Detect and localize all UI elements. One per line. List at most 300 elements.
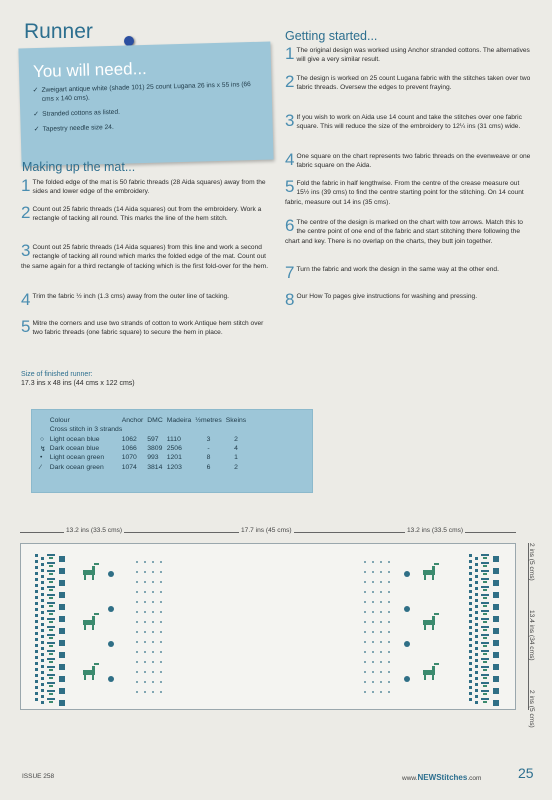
border-stitch xyxy=(35,692,38,695)
reindeer-motif xyxy=(84,675,86,680)
band-stitch xyxy=(481,602,489,604)
reindeer-motif xyxy=(94,563,99,565)
reindeer-motif xyxy=(432,575,434,580)
border-stitch xyxy=(35,674,38,677)
border-stitch xyxy=(41,695,44,698)
star-motif xyxy=(108,676,114,682)
stitch-dot xyxy=(144,651,146,653)
band-stitch xyxy=(49,701,53,703)
stitch-dot xyxy=(380,591,382,593)
stitch-dot xyxy=(364,591,366,593)
stitch-dot xyxy=(372,621,374,623)
dim-mid-label: 13.4 ins (34 cms) xyxy=(528,610,535,661)
stitch-dot xyxy=(372,661,374,663)
stitch-dot xyxy=(144,661,146,663)
border-stitch xyxy=(35,632,38,635)
diamond-stitch xyxy=(493,628,499,634)
stitch-dot xyxy=(136,651,138,653)
stitch-dot xyxy=(372,611,374,613)
stitch-dot xyxy=(364,621,366,623)
border-stitch xyxy=(35,650,38,653)
band-stitch xyxy=(483,613,487,615)
diamond-stitch xyxy=(493,676,499,682)
border-stitch xyxy=(475,623,478,626)
dim-middle-label: 17.7 ins (45 cms) xyxy=(241,527,292,534)
border-stitch xyxy=(41,581,44,584)
stitch-dot xyxy=(388,591,390,593)
band-stitch xyxy=(47,610,55,612)
diamond-stitch xyxy=(493,640,499,646)
diamond-stitch xyxy=(59,556,65,562)
border-stitch xyxy=(41,599,44,602)
stitch-dot xyxy=(152,661,154,663)
reindeer-motif xyxy=(434,663,439,665)
border-stitch xyxy=(469,584,472,587)
band-stitch xyxy=(483,589,487,591)
band-stitch xyxy=(49,653,53,655)
band-stitch xyxy=(481,554,489,556)
stitch-dot xyxy=(364,691,366,693)
stitch-dot xyxy=(380,571,382,573)
started-step-1: 1 The original design was worked using Anchor stranded cottons. The alternatives will give a very similar result. xyxy=(285,44,530,64)
stitch-dot xyxy=(152,611,154,613)
stitch-dot xyxy=(372,601,374,603)
band-stitch xyxy=(481,698,489,700)
diamond-stitch xyxy=(493,652,499,658)
stitch-symbol-icon: ↯ xyxy=(40,445,46,453)
stitch-dot xyxy=(152,561,154,563)
border-stitch xyxy=(469,560,472,563)
key-header-row xyxy=(40,416,250,425)
diamond-stitch xyxy=(59,676,65,682)
band-stitch xyxy=(47,562,55,564)
stitch-dot xyxy=(364,581,366,583)
band-stitch xyxy=(47,570,55,572)
border-stitch xyxy=(35,668,38,671)
band-stitch xyxy=(483,621,487,623)
stitch-dot xyxy=(152,671,154,673)
stitch-dot xyxy=(380,681,382,683)
started-step-4: 4 One square on the chart represents two fabric threads on the evenweave or one fabric square on the Aida. xyxy=(285,150,531,170)
border-stitch xyxy=(35,644,38,647)
stitch-dot xyxy=(152,621,154,623)
stitch-dot xyxy=(380,581,382,583)
stitch-dot xyxy=(380,601,382,603)
stitch-dot xyxy=(364,661,366,663)
need-item: ✓ Zweigart antique white (shade 101) 25 count Lugana 26 ins x 55 ins (66 cms x 140 cms). xyxy=(33,80,257,104)
diamond-stitch xyxy=(493,664,499,670)
key-col-colour: Colour xyxy=(49,417,70,425)
stitch-dot xyxy=(388,651,390,653)
stitch-dot xyxy=(388,601,390,603)
border-stitch xyxy=(469,578,472,581)
diamond-stitch xyxy=(59,568,65,574)
reindeer-motif xyxy=(84,575,86,580)
band-stitch xyxy=(49,645,53,647)
stitch-dot xyxy=(388,641,390,643)
need-item: ✓ Stranded cottons as listed. xyxy=(34,104,258,119)
reindeer-motif xyxy=(432,675,434,680)
reindeer-motif xyxy=(432,616,435,621)
band-stitch xyxy=(481,674,489,676)
dim-right-label: 13.2 ins (33.5 cms) xyxy=(407,527,464,534)
reindeer-motif xyxy=(92,675,94,680)
border-stitch xyxy=(475,611,478,614)
band-stitch xyxy=(483,645,487,647)
border-stitch xyxy=(469,644,472,647)
band-stitch xyxy=(481,610,489,612)
band-stitch xyxy=(49,661,53,663)
key-row: ○ Light ocean blue 1062 597 1110 3 2 xyxy=(40,435,238,443)
band-stitch xyxy=(49,573,53,575)
band-stitch xyxy=(49,589,53,591)
band-stitch xyxy=(481,642,489,644)
border-stitch xyxy=(469,554,472,557)
band-stitch xyxy=(49,557,53,559)
border-stitch xyxy=(469,656,472,659)
band-stitch xyxy=(47,658,55,660)
stitch-dot xyxy=(160,691,162,693)
diamond-stitch xyxy=(493,592,499,598)
border-stitch xyxy=(41,701,44,704)
stitch-dot xyxy=(380,631,382,633)
stitch-dot xyxy=(136,681,138,683)
diamond-stitch xyxy=(59,640,65,646)
stitch-dot xyxy=(364,561,366,563)
star-motif xyxy=(404,606,410,612)
border-stitch xyxy=(41,557,44,560)
stitch-dot xyxy=(136,571,138,573)
stitch-dot xyxy=(160,561,162,563)
diamond-stitch xyxy=(493,688,499,694)
key-subheading: Cross stitch in 3 strands xyxy=(49,426,123,434)
band-stitch xyxy=(47,554,55,556)
reindeer-motif xyxy=(92,575,94,580)
border-stitch xyxy=(469,680,472,683)
band-stitch xyxy=(47,690,55,692)
band-stitch xyxy=(483,605,487,607)
stitch-dot xyxy=(152,581,154,583)
key-col-dmc: DMC xyxy=(147,417,163,425)
key-row: ⁄ Dark ocean green 1074 3814 1203 6 2 xyxy=(40,463,238,471)
stitch-symbol-icon: ○ xyxy=(40,435,45,443)
key-col-anchor: Anchor xyxy=(121,417,144,425)
band-stitch xyxy=(481,650,489,652)
band-stitch xyxy=(483,581,487,583)
border-stitch xyxy=(475,635,478,638)
diamond-stitch xyxy=(493,568,499,574)
border-stitch xyxy=(469,632,472,635)
making-step-2: 2 Count out 25 fabric threads (14 Aida squares) out from the embroidery. Work a rectangle of tacking all round. This marks the line of the hem stitch. xyxy=(21,203,262,223)
band-stitch xyxy=(49,669,53,671)
stitch-dot xyxy=(380,561,382,563)
border-stitch xyxy=(475,641,478,644)
reindeer-motif xyxy=(432,666,435,671)
band-stitch xyxy=(483,653,487,655)
band-stitch xyxy=(481,682,489,684)
stitch-dot xyxy=(388,581,390,583)
band-stitch xyxy=(49,613,53,615)
band-stitch xyxy=(483,565,487,567)
border-stitch xyxy=(41,665,44,668)
border-stitch xyxy=(469,668,472,671)
border-stitch xyxy=(41,671,44,674)
stitch-dot xyxy=(136,671,138,673)
reindeer-motif xyxy=(84,625,86,630)
started-step-2: 2 The design is worked on 25 count Lugana fabric with the stitches taken over two fabric threads. Oversew the edges to prevent fraying. xyxy=(285,72,531,92)
making-step-1: 1 The folded edge of the mat is 50 fabric threads (28 Aida squares) away from the sides and lower edge of the embroidery. xyxy=(21,176,266,196)
stitch-dot xyxy=(144,611,146,613)
border-stitch xyxy=(41,647,44,650)
stitch-dot xyxy=(136,641,138,643)
stitch-dot xyxy=(144,671,146,673)
stitch-dot xyxy=(380,691,382,693)
stitch-dot xyxy=(144,571,146,573)
stitch-dot xyxy=(388,691,390,693)
stitch-dot xyxy=(144,631,146,633)
border-stitch xyxy=(475,581,478,584)
border-stitch xyxy=(41,689,44,692)
diamond-stitch xyxy=(493,556,499,562)
stitch-dot xyxy=(380,611,382,613)
dim-bottom-label: 2 ins (5 cms) xyxy=(528,690,535,728)
band-stitch xyxy=(481,594,489,596)
border-stitch xyxy=(475,593,478,596)
border-stitch xyxy=(35,686,38,689)
reindeer-motif xyxy=(424,625,426,630)
border-stitch xyxy=(475,671,478,674)
star-motif xyxy=(108,606,114,612)
diamond-stitch xyxy=(493,616,499,622)
border-stitch xyxy=(469,662,472,665)
diamond-stitch xyxy=(493,580,499,586)
border-stitch xyxy=(469,566,472,569)
border-stitch xyxy=(41,575,44,578)
diamond-stitch xyxy=(493,700,499,706)
started-step-8: 8 Our How To pages give instructions for washing and pressing. xyxy=(285,290,478,309)
border-stitch xyxy=(469,626,472,629)
need-item: ✓ Tapestry needle size 24. xyxy=(35,119,259,134)
border-stitch xyxy=(475,605,478,608)
making-up-heading: Making up the mat... xyxy=(22,160,136,174)
making-step-4: 4 Trim the fabric ½ inch (1.3 cms) away from the outer line of tacking. xyxy=(21,290,230,309)
border-stitch xyxy=(475,599,478,602)
making-step-5: 5 Mitre the corners and use two strands of cotton to work Antique hem stitch over two fabric threads (one fabric square) to secure the hem in place. xyxy=(21,317,264,337)
border-stitch xyxy=(475,563,478,566)
reindeer-motif xyxy=(94,663,99,665)
reindeer-motif xyxy=(434,613,439,615)
stitch-dot xyxy=(144,681,146,683)
star-motif xyxy=(108,571,114,577)
stitch-dot xyxy=(152,691,154,693)
border-stitch xyxy=(35,560,38,563)
stitch-dot xyxy=(380,651,382,653)
band-stitch xyxy=(49,693,53,695)
band-stitch xyxy=(47,618,55,620)
band-stitch xyxy=(47,578,55,580)
started-step-5: 5 Fold the fabric in half lengthwise. From the centre of the crease measure out 15½ ins (39 cms) to find the centre starting point for the stitching. On 14 count fabric, measure out 14 ins (35 cms). xyxy=(285,177,524,206)
stitch-dot xyxy=(144,691,146,693)
border-stitch xyxy=(475,617,478,620)
stitch-dot xyxy=(144,641,146,643)
border-stitch xyxy=(41,629,44,632)
stitch-dot xyxy=(136,661,138,663)
reindeer-motif xyxy=(94,613,99,615)
stitch-dot xyxy=(136,611,138,613)
stitch-dot xyxy=(160,661,162,663)
border-stitch xyxy=(41,635,44,638)
border-stitch xyxy=(35,680,38,683)
band-stitch xyxy=(483,597,487,599)
border-stitch xyxy=(475,689,478,692)
band-stitch xyxy=(47,666,55,668)
border-stitch xyxy=(469,620,472,623)
stitch-dot xyxy=(380,671,382,673)
stitch-dot xyxy=(364,571,366,573)
border-stitch xyxy=(469,638,472,641)
band-stitch xyxy=(481,586,489,588)
reindeer-motif xyxy=(424,675,426,680)
stitch-dot xyxy=(372,561,374,563)
border-stitch xyxy=(35,608,38,611)
star-motif xyxy=(404,641,410,647)
band-stitch xyxy=(481,626,489,628)
border-stitch xyxy=(35,590,38,593)
stitch-dot xyxy=(160,651,162,653)
diamond-stitch xyxy=(59,688,65,694)
band-stitch xyxy=(483,557,487,559)
stitch-dot xyxy=(160,621,162,623)
stitch-dot xyxy=(388,571,390,573)
stitch-dot xyxy=(388,661,390,663)
border-stitch xyxy=(475,665,478,668)
border-stitch xyxy=(469,572,472,575)
border-stitch xyxy=(35,626,38,629)
dim-left-label: 13.2 ins (33.5 cms) xyxy=(66,527,123,534)
stitch-dot xyxy=(372,641,374,643)
diamond-stitch xyxy=(59,652,65,658)
page-number: 25 xyxy=(518,765,534,781)
border-stitch xyxy=(35,596,38,599)
band-stitch xyxy=(47,602,55,604)
stitch-dot xyxy=(372,651,374,653)
diamond-stitch xyxy=(59,628,65,634)
stitch-dot xyxy=(160,601,162,603)
band-stitch xyxy=(49,597,53,599)
border-stitch xyxy=(475,677,478,680)
band-stitch xyxy=(483,637,487,639)
band-stitch xyxy=(481,570,489,572)
band-stitch xyxy=(49,677,53,679)
band-stitch xyxy=(47,634,55,636)
band-stitch xyxy=(481,618,489,620)
colour-key-table xyxy=(40,416,250,472)
border-stitch xyxy=(475,575,478,578)
stitch-dot xyxy=(144,561,146,563)
stitch-dot xyxy=(152,641,154,643)
diamond-stitch xyxy=(59,580,65,586)
started-step-6: 6 The centre of the design is marked on the chart with tow arrows. Match this to the centre point of one end of the fabric and start stitching there following the chart and key. There is no overlap on the charts, they butt join together. xyxy=(285,216,523,245)
band-stitch xyxy=(481,658,489,660)
reindeer-motif xyxy=(92,616,95,621)
key-col-skeins: Skeins xyxy=(225,417,247,425)
stitch-dot xyxy=(380,621,382,623)
border-stitch xyxy=(475,569,478,572)
band-stitch xyxy=(483,661,487,663)
band-stitch xyxy=(483,677,487,679)
stitch-dot xyxy=(160,591,162,593)
band-stitch xyxy=(49,581,53,583)
stitch-dot xyxy=(364,601,366,603)
band-stitch xyxy=(483,685,487,687)
stitch-dot xyxy=(152,601,154,603)
stitch-dot xyxy=(160,581,162,583)
reindeer-motif xyxy=(432,625,434,630)
border-stitch xyxy=(469,686,472,689)
size-value: 17.3 ins x 48 ins (44 cms x 122 cms) xyxy=(21,380,135,387)
border-stitch xyxy=(35,566,38,569)
border-stitch xyxy=(475,647,478,650)
stitch-dot xyxy=(372,681,374,683)
border-stitch xyxy=(41,641,44,644)
key-col-madeira: Madeira xyxy=(166,417,192,425)
stitch-dot xyxy=(364,631,366,633)
border-stitch xyxy=(475,701,478,704)
border-stitch xyxy=(475,695,478,698)
diamond-stitch xyxy=(59,604,65,610)
band-stitch xyxy=(483,693,487,695)
dim-top-label: 2 ins (5 cms) xyxy=(528,543,535,581)
stitch-dot xyxy=(160,671,162,673)
band-stitch xyxy=(49,565,53,567)
border-stitch xyxy=(41,677,44,680)
border-stitch xyxy=(469,614,472,617)
stitch-dot xyxy=(144,621,146,623)
border-stitch xyxy=(469,608,472,611)
band-stitch xyxy=(49,629,53,631)
stitch-dot xyxy=(152,631,154,633)
border-stitch xyxy=(469,698,472,701)
border-stitch xyxy=(41,569,44,572)
stitch-dot xyxy=(364,681,366,683)
border-stitch xyxy=(35,572,38,575)
border-stitch xyxy=(41,617,44,620)
stitch-dot xyxy=(364,671,366,673)
band-stitch xyxy=(481,690,489,692)
border-stitch xyxy=(475,587,478,590)
band-stitch xyxy=(481,578,489,580)
stitch-dot xyxy=(372,631,374,633)
stitch-dot xyxy=(372,691,374,693)
stitch-dot xyxy=(388,631,390,633)
band-stitch xyxy=(481,562,489,564)
border-stitch xyxy=(41,593,44,596)
stitch-dot xyxy=(144,581,146,583)
stitch-dot xyxy=(372,581,374,583)
band-stitch xyxy=(47,626,55,628)
stitch-dot xyxy=(364,651,366,653)
border-stitch xyxy=(35,578,38,581)
band-stitch xyxy=(47,682,55,684)
issue-label: ISSUE 258 xyxy=(22,773,55,780)
website-label: www.NEWStitches.com xyxy=(402,773,482,782)
border-stitch xyxy=(41,587,44,590)
band-stitch xyxy=(483,573,487,575)
border-stitch xyxy=(35,662,38,665)
key-row: • Light ocean green 1070 993 1201 8 1 xyxy=(40,454,238,462)
stitch-dot xyxy=(136,581,138,583)
stitch-dot xyxy=(380,661,382,663)
